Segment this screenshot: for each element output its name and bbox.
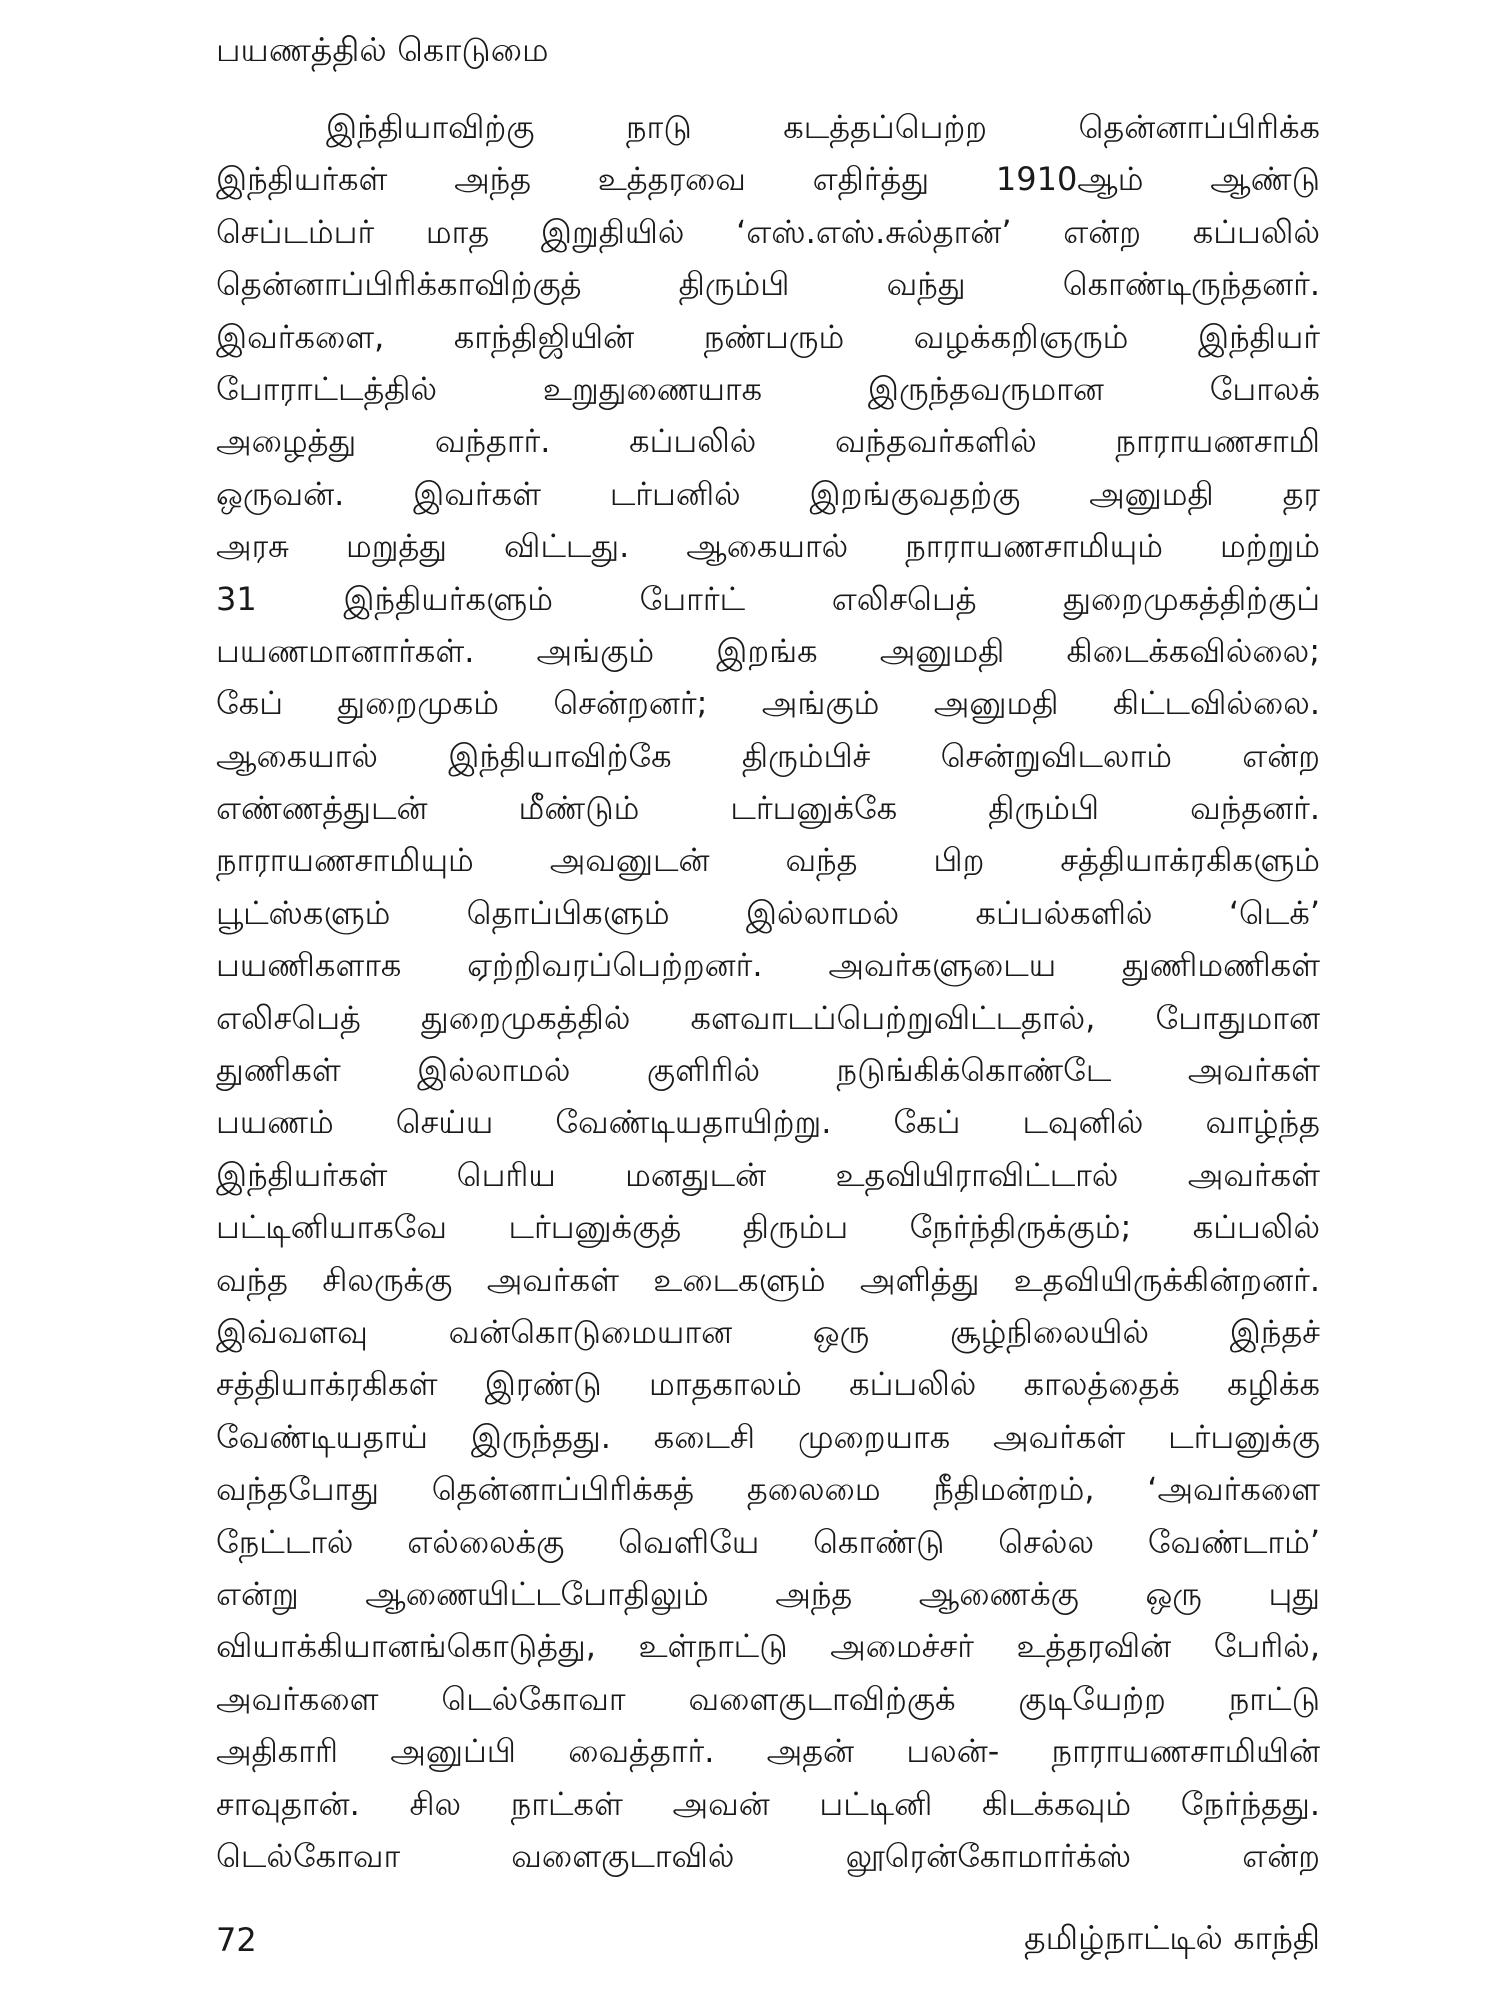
text-line: செப்டம்பர் மாத இறுதியில் ‘எஸ்.எஸ்.சுல்தான்’ என்ற கப்பலில் bbox=[216, 212, 1320, 251]
text-line: இந்தியர்கள் அந்த உத்தரவை எதிர்த்து 1910ஆம் ஆண்டு bbox=[216, 160, 1320, 199]
text-line: துணிகள் இல்லாமல் குளிரில் நடுங்கிக்கொண்டே அவர்கள் bbox=[216, 1051, 1320, 1090]
text-line: சத்தியாக்ரகிகள் இரண்டு மாதகாலம் கப்பலில் காலத்தைக் கழிக்க bbox=[216, 1365, 1320, 1404]
text-line: கேப் துறைமுகம் சென்றனர்; அங்கும் அனுமதி கிட்டவில்லை. bbox=[216, 684, 1320, 723]
text-line: அதிகாரி அனுப்பி வைத்தார். அதன் பலன்- நாராயணசாமியின் bbox=[216, 1732, 1320, 1771]
text-line: வந்தபோது தென்னாப்பிரிக்கத் தலைமை நீதிமன்றம், ‘அவர்களை bbox=[216, 1470, 1320, 1509]
text-line: ஆகையால் இந்தியாவிற்கே திரும்பிச் சென்றுவிடலாம் என்ற bbox=[216, 736, 1320, 775]
text-line: பயணம் செய்ய வேண்டியதாயிற்று. கேப் டவுனில் வாழ்ந்த bbox=[216, 1103, 1320, 1142]
text-line: பூட்ஸ்களும் தொப்பிகளும் இல்லாமல் கப்பல்களில் ‘டெக்’ bbox=[216, 893, 1320, 932]
text-line: எண்ணத்துடன் மீண்டும் டர்பனுக்கே திரும்பி வந்தனர். bbox=[216, 789, 1320, 828]
running-head: பயணத்தில் கொடுமை bbox=[216, 30, 549, 69]
text-line: இவ்வளவு வன்கொடுமையான ஒரு சூழ்நிலையில் இந்தச் bbox=[216, 1312, 1320, 1351]
text-line: பட்டினியாகவே டர்பனுக்குத் திரும்ப நேர்ந்திருக்கும்; கப்பலில் bbox=[216, 1208, 1320, 1247]
text-line: நாராயணசாமியும் அவனுடன் வந்த பிற சத்தியாக்ரகிகளும் bbox=[216, 841, 1320, 880]
text-line: அழைத்து வந்தார். கப்பலில் வந்தவர்களில் நாராயணசாமி bbox=[216, 422, 1320, 461]
text-line: என்று ஆணையிட்டபோதிலும் அந்த ஆணைக்கு ஒரு புது bbox=[216, 1574, 1320, 1613]
text-line: சாவுதான். சில நாட்கள் அவன் பட்டினி கிடக்கவும் நேர்ந்தது. bbox=[216, 1784, 1320, 1823]
text-line: போராட்டத்தில் உறுதுணையாக இருந்தவருமான போலக் bbox=[216, 369, 1320, 408]
text-line: தென்னாப்பிரிக்காவிற்குத் திரும்பி வந்து கொண்டிருந்தனர். bbox=[216, 265, 1320, 304]
text-line: வேண்டியதாய் இருந்தது. கடைசி முறையாக அவர்கள் டர்பனுக்கு bbox=[216, 1417, 1320, 1456]
text-line: இந்தியர்கள் பெரிய மனதுடன் உதவியிராவிட்டால் அவர்கள் bbox=[216, 1155, 1320, 1194]
text-line: பயணமானார்கள். அங்கும் இறங்க அனுமதி கிடைக்கவில்லை; bbox=[216, 631, 1320, 670]
text-line: ஒருவன். இவர்கள் டர்பனில் இறங்குவதற்கு அனுமதி தர bbox=[216, 474, 1320, 513]
text-line: இந்தியாவிற்கு நாடு கடத்தப்பெற்ற தென்னாப்பிரிக்க bbox=[326, 108, 1320, 146]
text-line: அவர்களை டெல்கோவா வளைகுடாவிற்குக் குடியேற்ற நாட்டு bbox=[216, 1679, 1320, 1718]
text-line: எலிசபெத் துறைமுகத்தில் களவாடப்பெற்றுவிட்டதால், போதுமான bbox=[216, 998, 1320, 1037]
text-line: இவர்களை, காந்திஜியின் நண்பரும் வழக்கறிஞரும் இந்தியர் bbox=[216, 317, 1320, 356]
text-line: 31 இந்தியர்களும் போர்ட் எலிசபெத் துறைமுகத்திற்குப் bbox=[216, 579, 1320, 618]
text-line: வந்த சிலருக்கு அவர்கள் உடைகளும் அளித்து உதவியிருக்கின்றனர். bbox=[216, 1260, 1320, 1299]
book-title: தமிழ்நாட்டில் காந்தி bbox=[1024, 1918, 1320, 1957]
text-line: அரசு மறுத்து விட்டது. ஆகையால் நாராயணசாமியும் மற்றும் bbox=[216, 527, 1320, 566]
text-line: பயணிகளாக ஏற்றிவரப்பெற்றனர். அவர்களுடைய துணிமணிகள் bbox=[216, 946, 1320, 985]
text-line: வியாக்கியானங்கொடுத்து, உள்நாட்டு அமைச்சர் உத்தரவின் பேரில், bbox=[216, 1627, 1320, 1666]
text-line: நேட்டால் எல்லைக்கு வெளியே கொண்டு செல்ல வேண்டாம்’ bbox=[216, 1522, 1320, 1561]
body-paragraph bbox=[216, 101, 1320, 1882]
text-line: டெல்கோவா வளைகுடாவில் லூரென்கோமார்க்ஸ் என்ற bbox=[216, 1836, 1320, 1875]
page-number: 72 bbox=[216, 1921, 257, 1959]
